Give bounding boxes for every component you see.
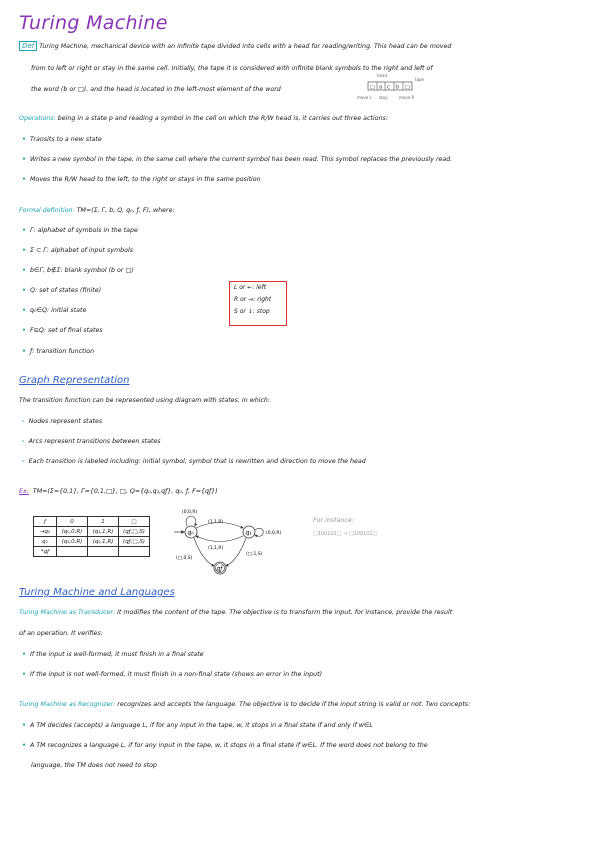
move-left-legend: L or ←: left [234, 284, 267, 291]
formal-item-7: • ƒ: transition function [22, 348, 95, 355]
formal-item-5: • q₀∈Q: initial state [22, 307, 87, 314]
formal-item-1: • Γ: alphabet of symbols in the tape [22, 227, 138, 234]
table-cell [88, 547, 119, 557]
recognizer-item-1: • A TM decides (accepts) a language L, if for any input in the tape, w, it stops in a final state if and only if w∈L [22, 722, 373, 729]
graph-item-2: - Arcs represent transitions between states [22, 438, 161, 445]
formal-label: Formal definition: [19, 207, 75, 214]
table-row [34, 527, 150, 537]
tape-move-left-label: move L [357, 95, 372, 100]
definition-text-1: Turing Machine, mechanical device with an infinite tape divided into cells with a head for reading/writing. This head can be moved [39, 43, 452, 50]
table-header-cell: □ [119, 517, 150, 527]
formal-item-3: • b∈Γ, b∉Σ: blank symbol (b or □) [22, 267, 134, 274]
tape-cells [368, 82, 412, 91]
tape-cell-2: c [387, 84, 390, 91]
state-q0-label: q₀ [187, 529, 194, 537]
table-cell: (q₁,1,R) [88, 527, 119, 537]
transition-table [33, 516, 150, 557]
operations-label: Operations: [19, 115, 56, 122]
table-header-cell: 0 [57, 517, 88, 527]
recognizer-label: Turing Machine as Recognizer: [19, 701, 116, 708]
move-stop-legend: S or ↓: stop [234, 308, 270, 315]
formal-line [19, 206, 175, 215]
graph-item-3: - Each transition is labeled including: initial symbol, symbol that is rewritten and direction to move the head [22, 458, 366, 465]
operation-item-1: • Transits to a new state [22, 136, 102, 143]
state-qf-label: qƒ [216, 565, 223, 573]
formal-item-2: • Σ ⊂ Γ: alphabet of input symbols [22, 247, 134, 254]
languages-heading: Turing Machine and Languages [19, 587, 175, 598]
recognizer-item-2: • A TM recognizes a language L, if for any input in the tape, w, it stops in a final state if w∈L. If the word does not belong to the [22, 742, 428, 749]
formal-item-4: • Q: set of states (finite) [22, 287, 102, 294]
arc-top-label: (1,1,R) [208, 520, 224, 525]
table-cell: (q₀,0,R) [57, 527, 88, 537]
recognizer-line [19, 700, 470, 709]
transducer-text-2: of an operation. It verifies: [19, 630, 103, 637]
tape-cell-3: b [396, 84, 400, 91]
formal-formula: TM=(Σ, Γ, b, Q, q₀, ƒ, F), where: [76, 207, 175, 214]
table-cell: →q₀ [34, 527, 57, 537]
arc-q1-q0 [196, 536, 243, 542]
arc-q0-qf [194, 538, 214, 566]
table-cell: *qƒ [34, 547, 57, 557]
example-label: Ex: [19, 488, 29, 495]
table-cell: (qƒ,□,S) [119, 537, 150, 547]
transducer-item-1: • If the input is well-formed, it must finish in a final state [22, 651, 204, 658]
transducer-item-2: • If the input is not well-formed, it must finish in a non-final state (shows an error in the input) [22, 671, 323, 678]
loop-q0-label: (0,0,R) [182, 510, 198, 515]
state-diagram [170, 505, 300, 580]
tape-label: tape [415, 77, 425, 82]
loop-q1 [255, 528, 263, 536]
arc-q1-qf [226, 538, 246, 566]
table-row [34, 547, 150, 557]
tape-stop-label: stop [379, 95, 388, 100]
transducer-text: it modifies the content of the tape. The objective is to transform the input, for instance, provide the result [117, 609, 453, 616]
table-row [34, 537, 150, 547]
instance-label: For instance: [313, 517, 354, 524]
to-f-left-label: (□,0,S) [176, 556, 193, 561]
graph-intro: The transition function can be represented using diagram with states, in which: [19, 397, 271, 404]
tape-cell-4: □ [405, 84, 410, 91]
table-cell: q₁ [34, 537, 57, 547]
example-formula: TM=(Σ={0,1}, Γ={0,1,□}, □, Q={q₀,q₁,qƒ}, q₀, ƒ, F={qƒ}) [32, 488, 218, 495]
state-q1-label: q₁ [245, 529, 252, 537]
recognizer-text: recognizes and accepts the language. The objective is to decide if the input string is valid or not. Two concepts: [117, 701, 471, 708]
arc-bottom-label: (1,1,R) [208, 546, 224, 551]
recognizer-tail: language, the TM does not need to stop [31, 762, 157, 769]
table-header-cell: 1 [88, 517, 119, 527]
transducer-label: Turing Machine as Transducer: [19, 609, 116, 616]
def-tag: Def [19, 41, 37, 51]
table-header-cell: ƒ [34, 517, 57, 527]
table-cell: (qƒ,□,S) [119, 527, 150, 537]
definition-line-1 [19, 42, 451, 51]
tape-cell-1: a [379, 84, 383, 91]
to-f-right-label: (□,1,S) [246, 552, 263, 557]
tape-move-right-label: move R [399, 95, 415, 100]
formal-item-6: • F⊆Q: set of final states [22, 327, 103, 334]
operation-item-2: • Writes a new symbol in the tape, in the same cell where the current symbol has been read. This symbol replaces the previously read. [22, 156, 453, 163]
table-cell: (q₁,0,R) [57, 537, 88, 547]
loop-q0 [186, 516, 196, 526]
operation-item-3: • Moves the R/W head to the left, to the right or stays in the same position [22, 176, 261, 183]
instance-value: □100101□ → □100101□ [313, 531, 378, 537]
table-cell: (q₀,1,R) [88, 537, 119, 547]
graph-heading: Graph Representation [19, 375, 130, 386]
operations-intro: being in a state p and reading a symbol in the cell on which the R/W head is, it carries out three actions: [57, 115, 388, 122]
table-cell [119, 547, 150, 557]
graph-item-1: - Nodes represent states [22, 418, 103, 425]
definition-line-2: from to left or right or stay in the same cell. Initially, the tape it is considered with infinite blank symbols to the right and left of [31, 65, 433, 72]
tape-figure [355, 72, 425, 102]
definition-line-3: the word (b or □), and the head is located in the left-most element of the word [31, 86, 281, 93]
transducer-line [19, 608, 452, 617]
tape-head-label: head [377, 73, 387, 78]
moves-legend-box [229, 281, 287, 326]
table-cell [57, 547, 88, 557]
move-right-legend: R or →: right [234, 296, 272, 303]
table-header-row [34, 517, 150, 527]
loop-q1-label: (0,0,R) [266, 531, 282, 536]
page-title: Turing Machine [19, 12, 168, 34]
tape-cell-0: □ [370, 84, 375, 91]
example-line [19, 487, 218, 496]
operations-line [19, 114, 388, 123]
